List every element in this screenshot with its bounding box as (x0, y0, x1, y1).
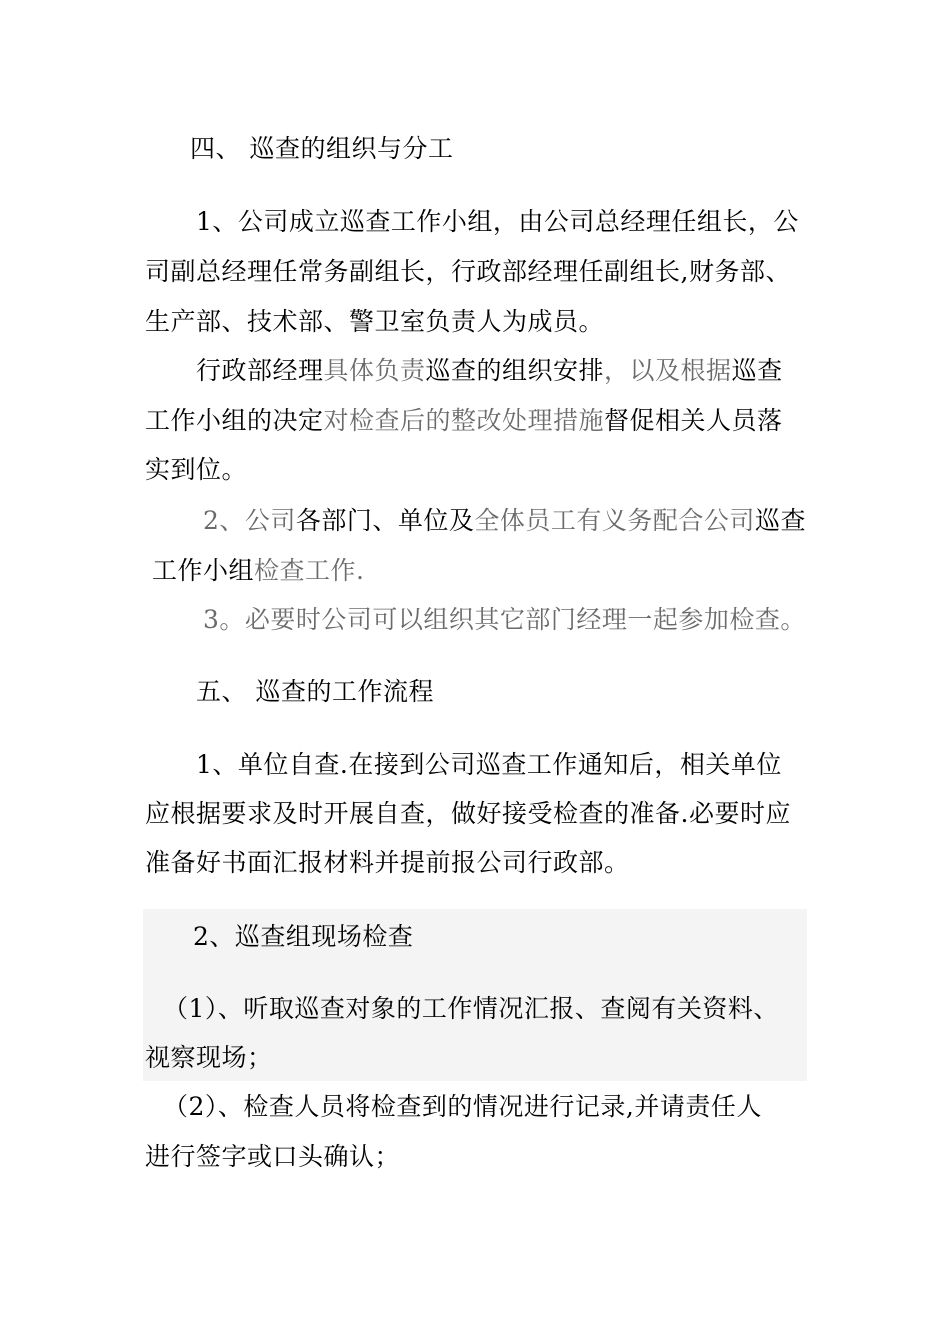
text-run: 各部门、单位及 (295, 506, 475, 535)
section-5-heading: 五、 巡查的工作流程 (196, 677, 434, 706)
text-run: 工作小组的决定 (145, 406, 324, 435)
s5-para4-line2: 进行签字或口头确认； (145, 1142, 401, 1171)
text-run: 具体负责 (323, 356, 426, 385)
text-run: 全体员工有义务配合公司 (474, 506, 755, 535)
s4-para1-line2: 司副总经理任常务副组长，行政部经理任副组长,财务部、 (145, 257, 791, 286)
s5-para3-line1: （1）、听取巡查对象的工作情况汇报、查阅有关资料、 (163, 994, 779, 1023)
text-run: 检查工作. (254, 556, 365, 585)
s4-para3-line1 (203, 505, 806, 537)
s5-para1-line3: 准备好书面汇报材料并提前报公司行政部。 (145, 848, 630, 877)
s4-para2-line3: 实到位。 (145, 455, 248, 484)
text-run: 行政部经理 (196, 356, 324, 385)
text-run: 督促相关人员落 (604, 406, 783, 435)
s4-para4: 3。必要时公司可以组织其它部门经理一起参加检查。 (203, 605, 806, 634)
text-run: ，以及根据 (604, 356, 732, 385)
text-run: 对检查后的整改处理措施 (323, 406, 605, 435)
s4-para1-line3: 生产部、技术部、警卫室负责人为成员。 (145, 307, 605, 336)
s5-para3-line2: 视察现场； (145, 1043, 273, 1072)
section-4-heading: 四、 巡查的组织与分工 (190, 134, 454, 163)
text-run: 2、公司 (203, 506, 296, 535)
text-run: 工作小组 (152, 556, 255, 585)
s5-para4-line1: （2）、检查人员将检查到的情况进行记录,并请责任人 (163, 1092, 762, 1121)
s5-para1-line1: 1、单位自查.在接到公司巡查工作通知后，相关单位 (196, 750, 782, 779)
text-run: 巡查 (754, 506, 806, 535)
text-run: 巡查 (731, 356, 783, 385)
s4-para2-line1 (196, 355, 783, 387)
s4-para2-line2 (145, 405, 783, 437)
s4-para3-line2 (152, 555, 364, 587)
s5-para2: 2、巡查组现场检查 (193, 922, 414, 951)
s5-para1-line2: 应根据要求及时开展自查，做好接受检查的准备.必要时应 (145, 799, 791, 828)
text-run: 巡查的组织安排 (425, 356, 605, 385)
s4-para1-line1: 1、公司成立巡查工作小组，由公司总经理任组长，公 (196, 207, 799, 236)
